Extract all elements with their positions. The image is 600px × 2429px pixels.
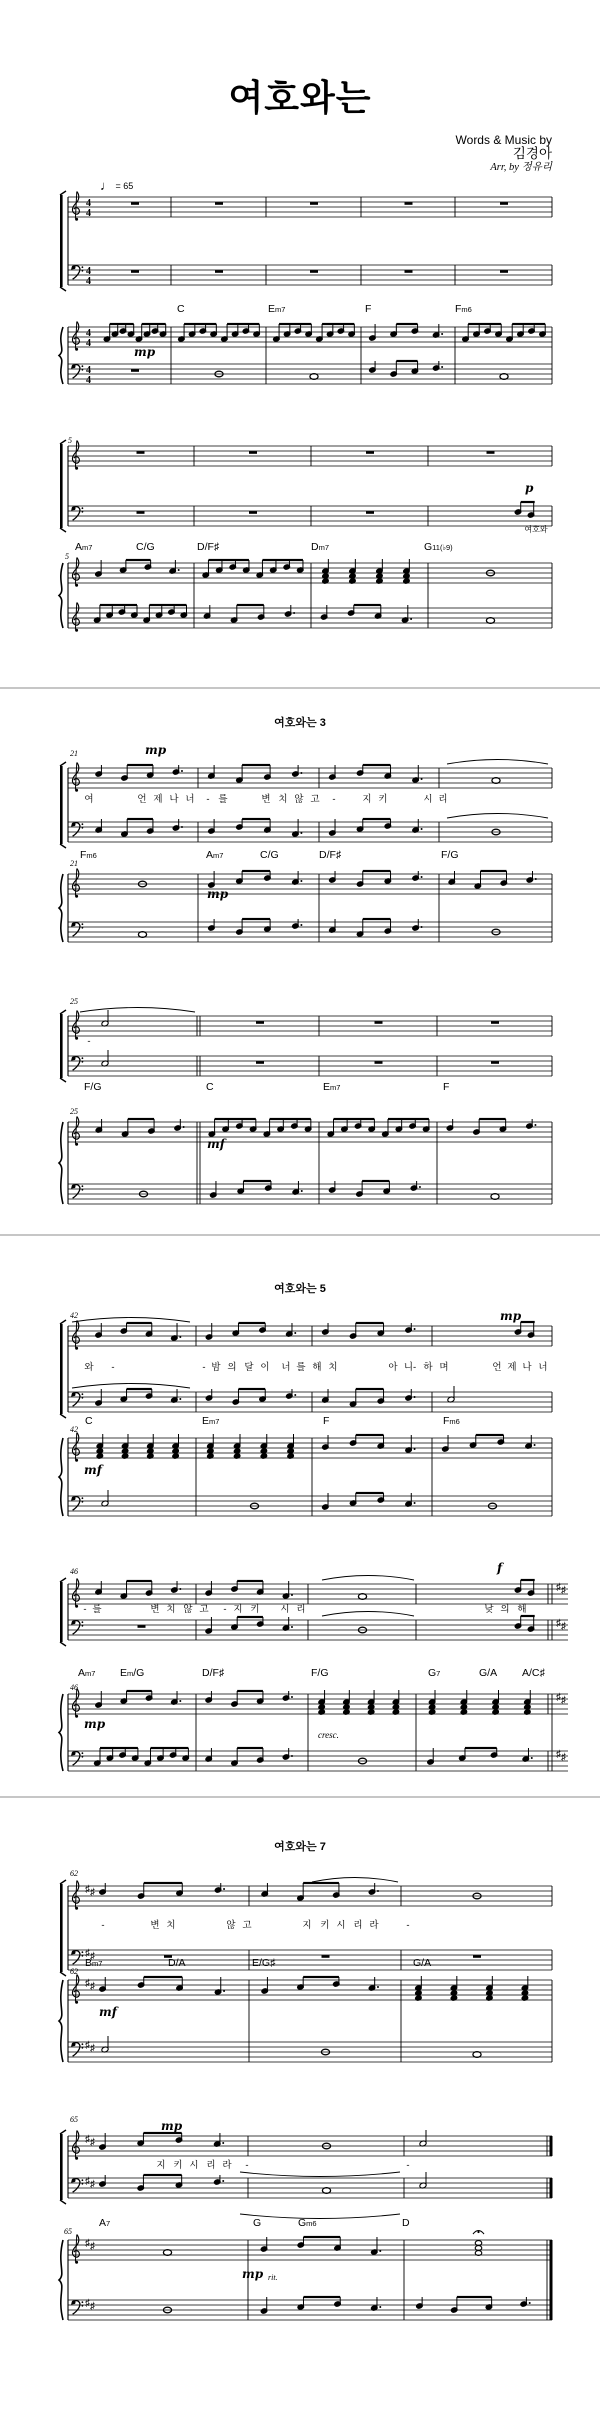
piano-right-notes — [104, 323, 546, 342]
piano-brace — [59, 1694, 63, 1771]
lyric-syllable: 리 — [438, 794, 448, 805]
choir-bass-notes — [137, 501, 535, 518]
measure-number: 21 — [70, 749, 78, 758]
dynamic-marking: mp — [84, 1717, 106, 1731]
dynamic-marking: mf — [207, 1137, 225, 1151]
lyric-syllable: 치 — [328, 1362, 338, 1373]
choir-treble-staff — [68, 192, 552, 221]
lyric-syllable: - — [406, 1920, 410, 1931]
chord-label: F/G — [311, 1667, 329, 1679]
rit-text: rit. — [268, 2273, 278, 2282]
lyric-syllable: - — [101, 1920, 105, 1931]
measure-number: 65 — [64, 2227, 72, 2236]
lyric-syllable: 나 — [169, 794, 179, 805]
choir-bracket — [60, 2130, 66, 2204]
piano-brace — [59, 874, 63, 942]
system-page5-2 — [59, 1561, 568, 1771]
lyric-syllable: 않 — [294, 794, 304, 805]
system-intro-2 — [59, 436, 552, 632]
svg-text:♯: ♯ — [90, 1981, 95, 1992]
piano-right-notes — [95, 1118, 536, 1137]
chord-label: Am7 — [206, 849, 224, 861]
piano-brace — [59, 327, 63, 384]
dynamic-marking: f — [497, 1561, 503, 1575]
cresc-text: cresc. — [318, 1730, 339, 1740]
lyric-syllable: 며 — [439, 1362, 449, 1373]
piano-brace — [59, 1122, 63, 1204]
chord-label: F/G — [84, 1081, 102, 1093]
svg-text:♯: ♯ — [90, 2241, 95, 2252]
lyric-syllable: 지 — [233, 1604, 243, 1615]
chord-label: Em/G — [120, 1667, 145, 1679]
chord-label: Am7 — [75, 541, 93, 553]
choir-bracket — [60, 1010, 66, 1082]
slur-arc — [72, 1384, 190, 1389]
chord-label: D — [402, 2217, 410, 2229]
piano-right-staff — [68, 1433, 552, 1462]
piano-left-staff — [68, 603, 552, 632]
svg-text:♯: ♯ — [85, 1884, 90, 1895]
piano-right-staff — [68, 558, 552, 587]
system-page7-1 — [59, 1869, 552, 2062]
lyric-syllable: 시 — [280, 1604, 290, 1615]
lyric-syllable: 치 — [166, 1920, 176, 1931]
svg-text:♯: ♯ — [85, 2176, 90, 2187]
lyric-syllable: 않 — [226, 1920, 236, 1931]
lyric-row — [84, 1361, 547, 1373]
chord-label: G7 — [428, 1667, 441, 1679]
chord-label: Em7 — [202, 1415, 220, 1427]
lyric-syllable: 리 — [296, 1604, 306, 1615]
slur-arc — [80, 1008, 195, 1013]
lyric-syllable: 고 — [310, 794, 320, 805]
lyric-syllable: 달 — [244, 1362, 254, 1373]
lyric-syllable: 낮 — [484, 1604, 494, 1615]
chord-label: Dm7 — [311, 541, 330, 553]
choir-treble-notes — [99, 1882, 481, 1901]
chord-label: F — [323, 1415, 330, 1427]
svg-text:4: 4 — [86, 375, 91, 386]
chord-label: C — [177, 303, 185, 315]
lyric-syllable: 해 — [517, 1604, 527, 1615]
system-page7-2 — [59, 2115, 553, 2320]
choir-bass-notes — [138, 1615, 535, 1634]
choir-bracket — [60, 1320, 66, 1418]
lyric-syllable: 의 — [227, 1362, 237, 1373]
chord-label: G11(♭9) — [424, 541, 453, 553]
lyric-syllable: 와 — [84, 1362, 94, 1373]
lyric-syllable: 제 — [153, 794, 163, 805]
quarter-note-icon: ♩ — [100, 178, 113, 193]
svg-text:4: 4 — [86, 198, 91, 209]
measure-number: 65 — [70, 2115, 78, 2124]
svg-text:♯: ♯ — [85, 1948, 90, 1959]
lyric-syllable: 지 — [302, 1920, 312, 1931]
measure-number: 46 — [70, 1567, 78, 1576]
piano-left-staff — [68, 2040, 552, 2062]
choir-bass-staff — [68, 1620, 568, 1640]
choir-bass-notes — [131, 270, 508, 273]
lyric-syllable: 지 — [362, 794, 372, 805]
slur-arc — [447, 814, 548, 819]
chord-label: F — [443, 1081, 450, 1093]
dynamic-marking: mp — [161, 2119, 183, 2133]
lyric-syllable: 너 — [538, 1362, 548, 1373]
svg-text:♯: ♯ — [556, 1582, 561, 1593]
choir-treble-staff — [68, 763, 552, 792]
lyric-row — [83, 1603, 526, 1615]
svg-text:♯: ♯ — [90, 1951, 95, 1962]
chord-label: G/A — [413, 1957, 432, 1969]
piano-left-notes — [101, 1490, 497, 1510]
choir-bass-notes — [164, 1955, 481, 1958]
lyric-syllable: - — [245, 2160, 249, 2171]
system-page5-1 — [59, 1309, 552, 1516]
svg-text:♯: ♯ — [85, 1978, 90, 1989]
lyric-syllable: - — [332, 794, 336, 805]
lyric-syllable: 나 — [522, 1362, 532, 1373]
lyric-syllable: - — [87, 1036, 91, 1047]
dynamic-marking: p — [525, 481, 534, 495]
lyric-syllable: 아 — [388, 1362, 398, 1373]
lyric-syllable: 여 — [84, 794, 94, 805]
lyric-syllable: - — [406, 2160, 410, 2171]
credit-composer: 김경아 — [512, 145, 552, 161]
slur-arc — [72, 1318, 190, 1323]
dynamic-marking: mp — [145, 743, 167, 757]
lyric-syllable: 키 — [320, 1920, 330, 1931]
svg-text:♯: ♯ — [85, 2298, 90, 2309]
chord-label: C — [85, 1415, 93, 1427]
svg-text:♯: ♯ — [85, 2134, 90, 2145]
piano-left-notes — [131, 360, 508, 379]
choir-bracket — [60, 440, 66, 532]
dynamic-marking: mp — [500, 1309, 522, 1323]
chord-row — [85, 1957, 431, 1969]
choir-bracket — [60, 762, 66, 848]
chord-label: Am7 — [78, 1667, 96, 1679]
svg-text:♯: ♯ — [561, 1585, 566, 1596]
chord-label: D/A — [168, 1957, 186, 1969]
lyric-syllable: 너 — [185, 794, 195, 805]
slur-arc — [312, 1878, 398, 1883]
lyric-syllable: 고 — [242, 1920, 252, 1931]
choir-treble-notes — [131, 202, 508, 205]
svg-text:4: 4 — [86, 338, 91, 349]
svg-text:4: 4 — [86, 328, 91, 339]
lyric-row — [87, 1036, 90, 1047]
piano-right-notes — [163, 2231, 484, 2256]
lyric-syllable: 시 — [189, 2160, 199, 2171]
svg-text:♯: ♯ — [90, 2179, 95, 2190]
system-page3-2 — [59, 997, 552, 1204]
chord-label: C/G — [136, 541, 155, 553]
lyric-syllable: 를 — [218, 794, 228, 805]
measure-number: 5 — [65, 552, 69, 561]
lyric-syllable: - — [223, 1604, 227, 1615]
chord-label: G — [253, 2217, 262, 2229]
svg-text:♯: ♯ — [561, 1695, 566, 1706]
measure-number: 62 — [70, 1967, 78, 1976]
chord-row — [78, 1667, 545, 1679]
lyric-syllable: 언 — [492, 1362, 502, 1373]
choir-bass-staff — [68, 1056, 552, 1076]
system-intro-1 — [59, 191, 552, 386]
piano-right-staff — [68, 869, 552, 898]
measure-number: 25 — [70, 997, 78, 1006]
lyric-syllable: 제 — [507, 1362, 517, 1373]
svg-text:♯: ♯ — [561, 1752, 566, 1763]
choir-bass-staff — [68, 1948, 552, 1970]
lyric-syllable: 지 — [156, 2160, 166, 2171]
lyric-syllable: 라 — [222, 2160, 232, 2171]
slur-arc — [240, 2214, 400, 2219]
choir-bass-staff — [68, 265, 552, 287]
lyric-syllable: 치 — [278, 794, 288, 805]
lyric-syllable: 이 — [260, 1362, 270, 1373]
slur-arc — [447, 760, 548, 765]
chord-label: Fm6 — [455, 303, 472, 315]
chord-row — [75, 541, 453, 553]
piano-left-notes — [94, 604, 495, 623]
chord-label: A/C♯ — [522, 1667, 545, 1679]
choir-bass-staff — [68, 822, 552, 842]
lyric-syllable: 변 — [261, 794, 271, 805]
lyric-syllable: 하 — [423, 1362, 433, 1373]
lyric-syllable: - — [206, 794, 210, 805]
lyric-row — [101, 1919, 409, 1931]
lyric-syllable: 시 — [336, 1920, 346, 1931]
chord-label: Fm6 — [80, 849, 97, 861]
system-page3-1 — [59, 743, 552, 942]
piano-brace — [59, 1980, 63, 2062]
choir-treble-staff — [68, 1321, 552, 1350]
choir-treble-notes — [99, 2130, 427, 2150]
dynamic-marking: mp — [207, 887, 229, 901]
lyric-syllable: 리 — [353, 1920, 363, 1931]
lyric-syllable: 라 — [369, 1920, 379, 1931]
measure-number: 21 — [70, 859, 78, 868]
lyric-row — [84, 793, 447, 805]
choir-bass-staff — [68, 506, 552, 526]
choir-treble-staff — [68, 1011, 552, 1040]
svg-text:♯: ♯ — [90, 1887, 95, 1898]
chord-label: Em7 — [268, 303, 286, 315]
slur-arc — [240, 2172, 400, 2177]
piano-left-staff — [68, 2298, 552, 2320]
svg-text:♯: ♯ — [561, 1621, 566, 1632]
svg-text:♯: ♯ — [556, 1692, 561, 1703]
slur-arc — [322, 1612, 414, 1617]
lyric-syllable: 니- — [403, 1362, 417, 1373]
score-title: 여호와는 — [228, 77, 372, 118]
svg-text:♯: ♯ — [85, 2238, 90, 2249]
measure-number: 25 — [70, 1107, 78, 1116]
lyric-syllable: 를 — [296, 1362, 306, 1373]
piano-brace — [59, 563, 63, 628]
page-header-5: 여호와는 5 — [274, 1283, 326, 1295]
lyric-syllable: 키 — [250, 1604, 260, 1615]
chord-label: Bm7 — [85, 1957, 103, 1969]
vocal-cue: 여호와 — [524, 525, 548, 534]
piano-brace — [59, 1438, 63, 1516]
piano-right-staff — [68, 2235, 552, 2264]
svg-text:♯: ♯ — [556, 1618, 561, 1629]
chord-row — [85, 1415, 460, 1427]
piano-right-staff — [68, 1975, 552, 2004]
lyric-syllable: 언 — [137, 794, 147, 805]
svg-text:♯: ♯ — [85, 2040, 90, 2051]
lyric-syllable: 변 — [150, 1920, 160, 1931]
choir-bracket — [60, 191, 66, 291]
measure-number: 5 — [68, 436, 72, 445]
choir-bass-notes — [101, 1050, 499, 1067]
svg-text:♯: ♯ — [556, 1749, 561, 1760]
dynamic-marking: mf — [99, 2005, 117, 2019]
svg-text:♯: ♯ — [90, 2043, 95, 2054]
chord-label: C/G — [260, 849, 279, 861]
lyric-syllable: - — [202, 1362, 206, 1373]
lyric-syllable: - — [111, 1362, 115, 1373]
slur-arc — [322, 1576, 414, 1581]
lyric-row — [156, 2159, 409, 2171]
choir-treble-staff — [68, 441, 552, 470]
chord-label: D/F♯ — [319, 849, 342, 861]
lyric-syllable: 밤 — [211, 1362, 221, 1373]
credit-words-music: Words & Music by — [455, 133, 552, 147]
chord-label: F — [365, 303, 372, 315]
piano-left-staff — [68, 1496, 552, 1516]
svg-text:4: 4 — [86, 365, 91, 376]
dynamic-marking: mp — [242, 2267, 264, 2281]
svg-text:4: 4 — [86, 208, 91, 219]
piano-brace — [59, 2240, 63, 2320]
chord-label: D/F♯ — [202, 1667, 225, 1679]
chord-row — [80, 849, 459, 861]
chord-label: E/G♯ — [252, 1957, 276, 1969]
svg-text:4: 4 — [86, 276, 91, 287]
measure-number: 46 — [70, 1683, 78, 1692]
lyric-syllable: - — [83, 1604, 87, 1615]
chord-label: D/F♯ — [197, 541, 220, 553]
lyric-syllable: 변 — [150, 1604, 160, 1615]
chord-label: C — [206, 1081, 214, 1093]
lyric-syllable: 를 — [92, 1604, 102, 1615]
svg-text:4: 4 — [86, 266, 91, 277]
chord-row — [177, 303, 472, 315]
dynamic-marking: mf — [84, 1463, 102, 1477]
svg-text:♯: ♯ — [90, 2301, 95, 2312]
chord-label: Fm6 — [443, 1415, 460, 1427]
tempo-value: = 65 — [115, 181, 134, 191]
page-header-7: 여호와는 7 — [274, 1841, 326, 1853]
svg-text:♯: ♯ — [90, 2137, 95, 2148]
choir-bracket — [60, 1880, 66, 1976]
lyric-syllable: 키 — [378, 794, 388, 805]
chord-row — [99, 2217, 410, 2229]
lyric-syllable: 고 — [199, 1604, 209, 1615]
credit-arranger: Arr, by 정유리 — [490, 161, 552, 173]
page-header-3: 여호와는 3 — [274, 717, 326, 729]
chord-row — [84, 1081, 449, 1093]
lyric-syllable: 의 — [500, 1604, 510, 1615]
chord-label: Em7 — [323, 1081, 341, 1093]
measure-number: 42 — [70, 1311, 78, 1320]
lyric-syllable: 너 — [281, 1362, 291, 1373]
lyric-syllable: 시 — [423, 794, 433, 805]
chord-label: Gm6 — [298, 2217, 317, 2229]
dynamic-marking: mp — [134, 345, 156, 359]
lyric-syllable: 키 — [173, 2160, 183, 2171]
choir-bass-notes — [95, 1386, 455, 1407]
lyric-syllable: 리 — [206, 2160, 216, 2171]
chord-label: A7 — [99, 2217, 111, 2229]
measure-number: 62 — [70, 1869, 78, 1878]
lyric-syllable: 해 — [312, 1362, 322, 1373]
piano-left-staff — [68, 1184, 552, 1204]
choir-bracket — [60, 1578, 66, 1646]
lyric-syllable: 치 — [166, 1604, 176, 1615]
measure-number: 42 — [70, 1425, 78, 1434]
choir-treble-notes — [101, 1010, 499, 1027]
chord-label: F/G — [441, 849, 459, 861]
lyric-syllable: 않 — [183, 1604, 193, 1615]
chord-label: G/A — [479, 1667, 498, 1679]
piano-left-notes — [94, 1747, 533, 1766]
choir-bass-staff — [68, 1392, 552, 1412]
choir-treble-notes — [137, 451, 495, 454]
